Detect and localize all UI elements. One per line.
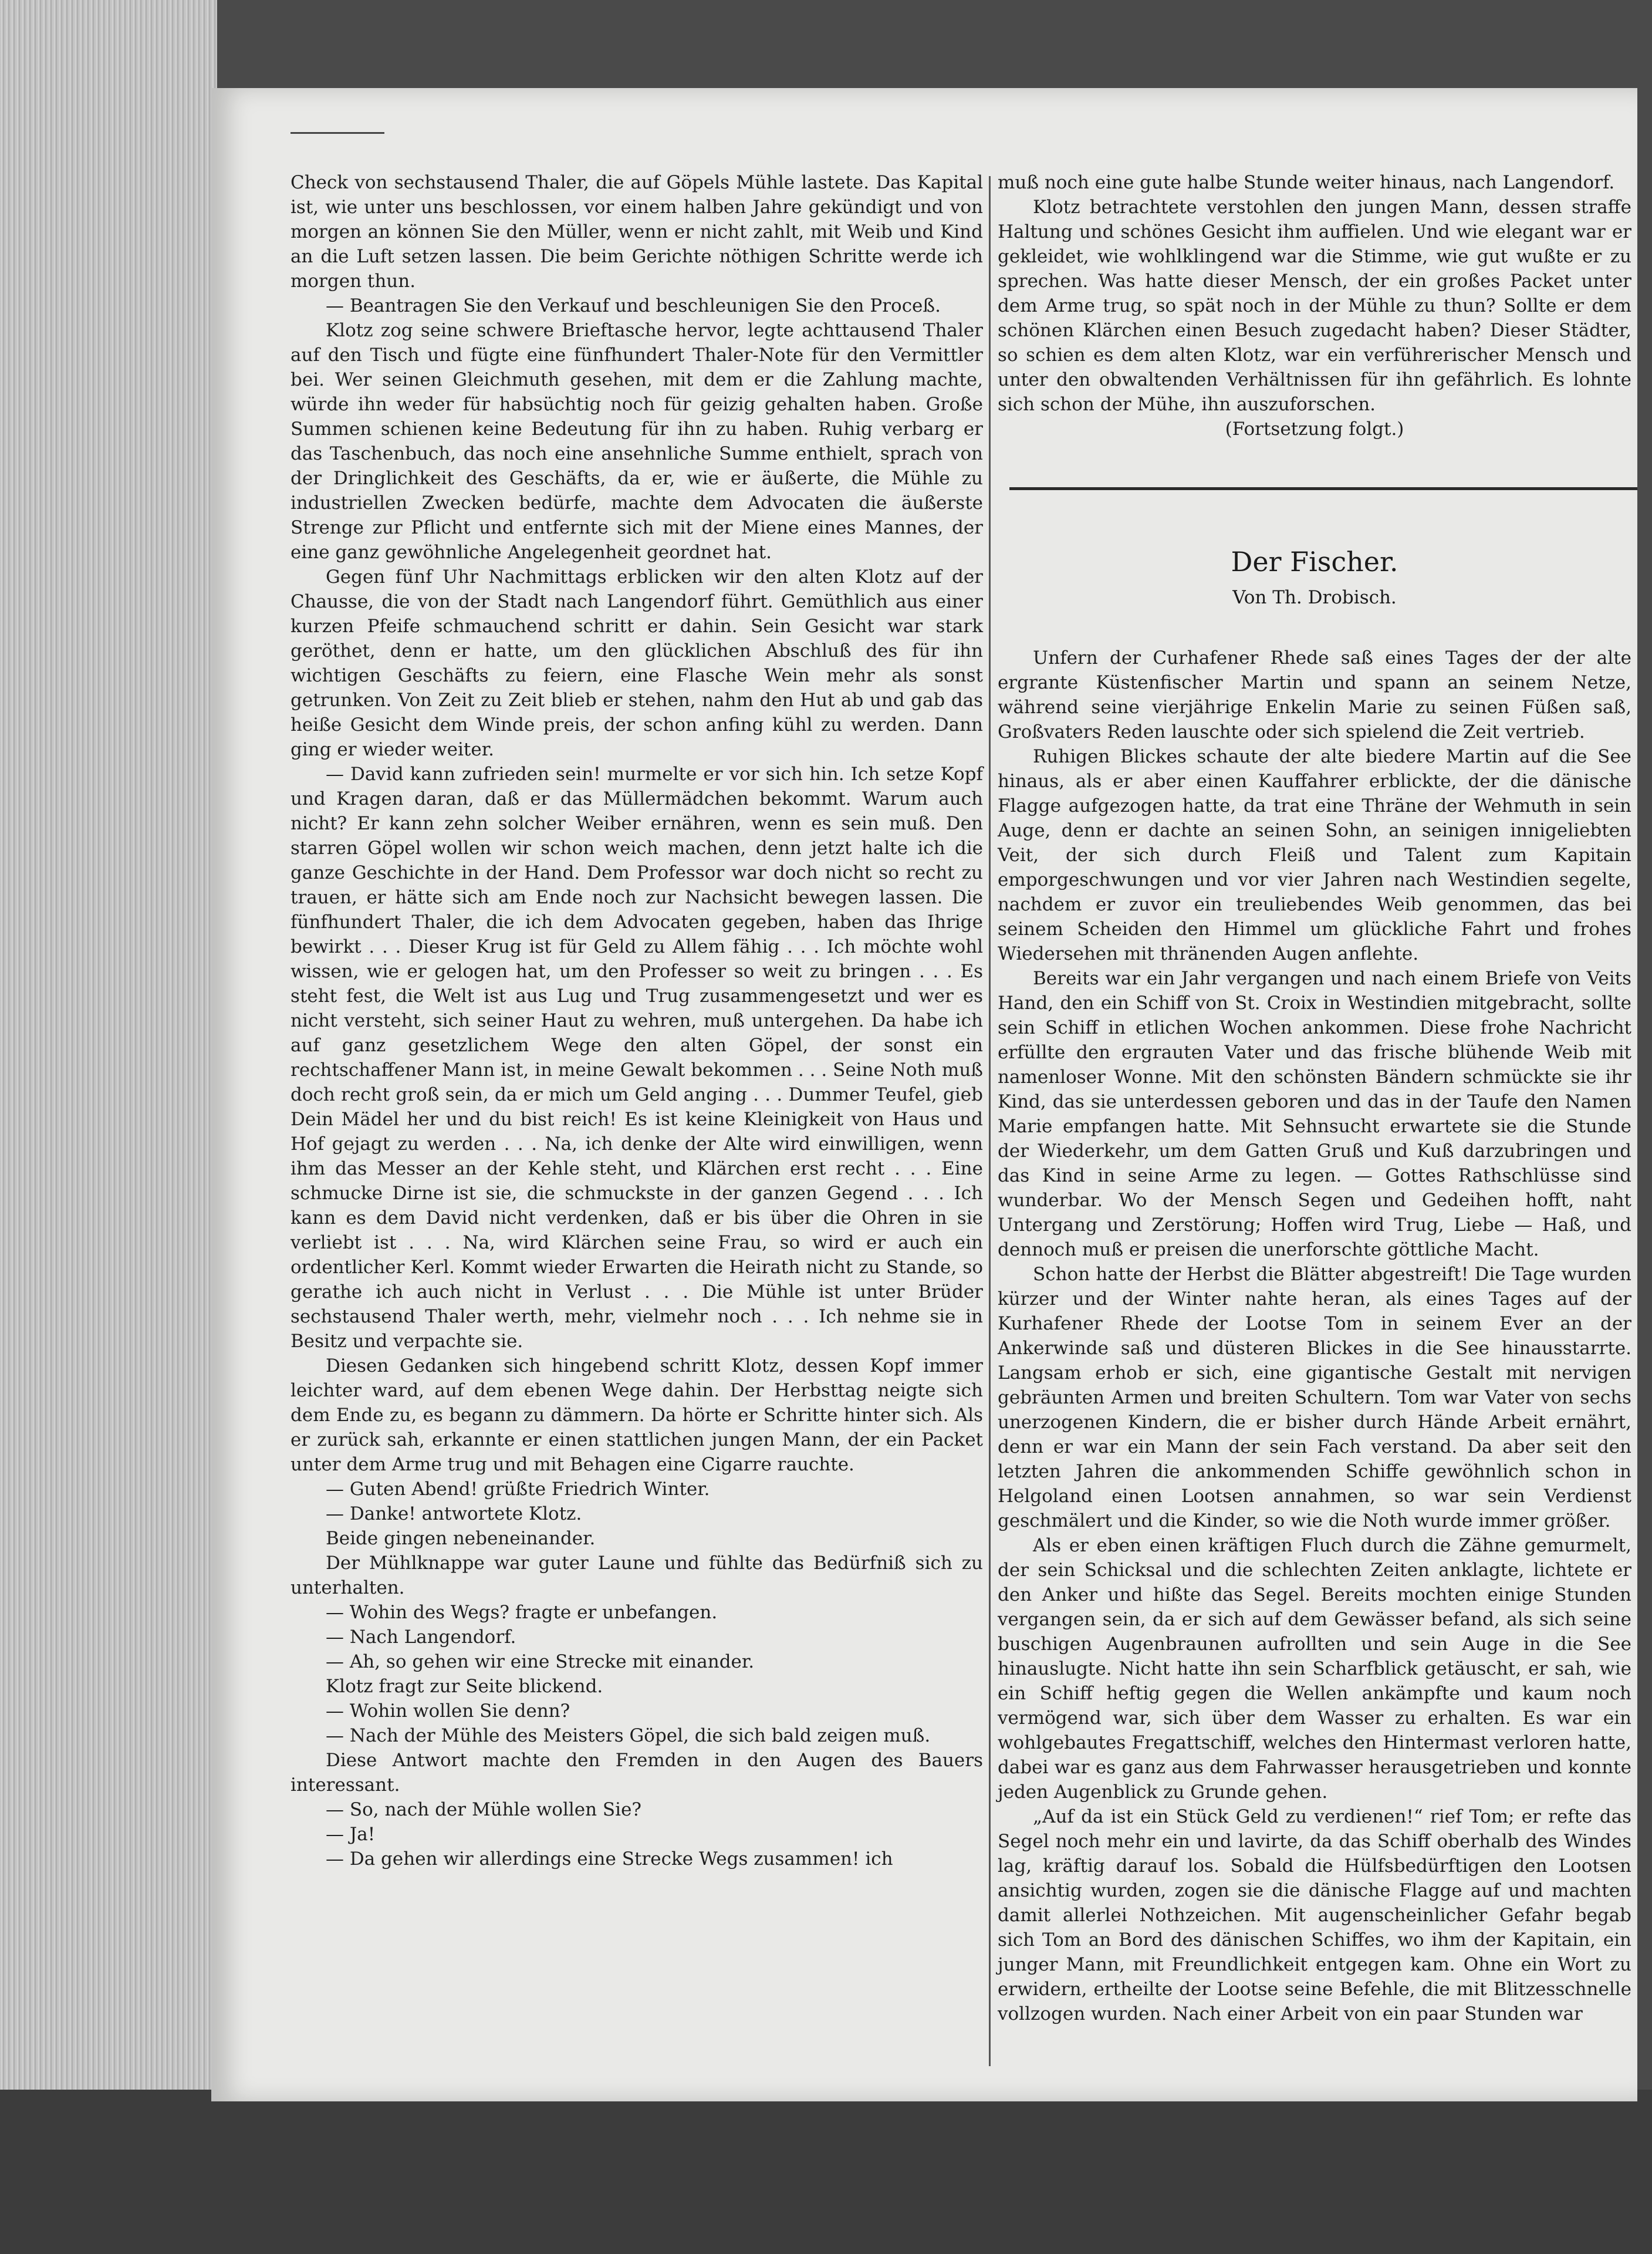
article-paragraph: Gegen fünf Uhr Nachmittags erblicken wir den alten Klotz auf der Chausse, die von der Stadt nach Langendorf führt. Gemüthlich aus einer kurzen Pfeife schmauchend schritt er dahin. Sein Gesicht war stark geröthet, denn er hatte, um den glücklichen Abschluß des für ihn wichtigen Geschäfts zu feiern, eine Flasche Wein mehr als sonst getrunken. Von Zeit zu Zeit blieb er stehen, nahm den Hut ab und gab das heiße Gesicht dem Winde preis, der schon anfing kühl zu werden. Dann ging er wieder weiter. [290,566,983,760]
book-cover-bottom [0,2090,1652,2254]
left-column [290,170,983,1871]
story-paragraph: Als er eben einen kräftigen Fluch durch die Zähne gemurmelt, der sein Schicksal und die schlechten Zeiten anklagte, lichtete er den Anker und hißte das Segel. Bereits mochten einige Stunden vergangen sein, da er sich auf dem Gewässer befand, als sich seine buschigen Augenbraunen aufrollten und sein Auge in die See hinauslugte. Nicht hatte ihn sein Scharfblick getäuscht, er sah, wie ein Schiff heftig gegen die Wellen ankämpfte und kaum noch vermögend war, sich über dem Wasser zu erhalten. Es war ein wohlgebautes Fregattschiff, welches den Hintermast verloren hatte, dabei war es ganz aus dem Fahrwasser herausgetrieben und konnte jeden Augenblick zu Grunde gehen. [998,1535,1631,1803]
article-paragraph: — Beantragen Sie den Verkauf und beschleunigen Sie den Proceß. [326,295,941,316]
article-paragraph: — Ah, so gehen wir eine Strecke mit einander. [326,1651,755,1672]
article-paragraph: — Da gehen wir allerdings eine Strecke Wegs zusammen! ich [326,1848,893,1870]
story-title: Der Fischer. [1231,546,1398,578]
article-paragraph: Diese Antwort machte den Fremden in den Augen des Bauers interessant. [290,1750,983,1796]
article-paragraph: — Ja! [326,1824,376,1845]
column-divider [989,176,991,2066]
article-paragraph: Beide gingen nebeneinander. [326,1528,596,1549]
article-paragraph: — David kann zufrieden sein! murmelte er vor sich hin. Ich setze Kopf und Kragen daran, daß er das Müllermädchen bekommt. Warum auch nicht? Er kann zehn solcher Weiber ernähren, wenn es sein muß. Den starren Göpel wollen wir schon weich machen, denn jetzt halte ich die ganze Geschichte in der Hand. Dem Professor war doch nicht so recht zu trauen, er hätte sich am Ende noch zur Nachsicht bewegen lassen. Die fünfhundert Thaler, die ich dem Advocaten gegeben, haben das Ihrige bewirkt . . . Dieser Krug ist für Geld zu Allem fähig . . . Ich möchte wohl wissen, wie er gelogen hat, um den Professer so weit zu bringen . . . Es steht fest, die Welt ist aus Lug und Trug zusammengesetzt und wer es nicht versteht, sich seiner Haut zu wehren, muß untergehen. Da habe ich auf ganz gesetzlichem Wege den alten Göpel, der sonst ein rechtschaffener Mann ist, in meine Gewalt bekommen . . . Seine Noth muß doch recht groß sein, da er mich um Geld anging . . . Dummer Teufel, gieb Dein Mädel her und du bist reich! Es ist keine Kleinigkeit von Haus und Hof gejagt zu werden . . . Na, ich denke der Alte wird einwilligen, wenn ihm das Messer an der Kehle steht, und Klärchen erst recht . . . Eine schmucke Dirne ist sie, die schmuckste in der ganzen Gegend . . . Ich kann es dem David nicht verdenken, daß er bis über die Ohren in sie verliebt ist . . . Na, wird Klärchen seine Frau, so wird er auch ein ordentlicher Kerl. Kommt wieder Erwarten die Heirath nicht zu Stande, so gerathe ich auch nicht in Verlust . . . Die Mühle ist unter Brüder sechstausend Thaler werth, mehr, vielmehr noch . . . Ich nehme sie in Besitz und verpachte sie. [290,764,983,1352]
article-paragraph: Der Mühlknappe war guter Laune und fühlte das Bedürfniß sich zu unterhalten. [290,1553,983,1598]
article-paragraph: — Guten Abend! grüßte Friedrich Winter. [326,1479,710,1500]
article-paragraph: Check von sechstausend Thaler, die auf Göpels Mühle lastete. Das Kapital ist, wie unter uns beschlossen, vor einem halben Jahre gekündigt und von morgen an können Sie den Müller, wenn er nicht zahlt, mit Weib und Kind an die Luft setzen lassen. Die beim Gerichte nöthigen Schritte werde ich morgen thun. [290,172,983,292]
story-paragraph: Bereits war ein Jahr vergangen und nach einem Briefe von Veits Hand, den ein Schiff von St. Croix in Westindien mitgebracht, sollte sein Schiff in etlichen Wochen ankommen. Diese frohe Nachricht erfüllte den ergrauten Vater und das frische blühende Weib mit namenloser Wonne. Mit den schönsten Bändern schmückte sie ihr Kind, das sie unterdessen geboren und das in der Taufe den Namen Marie empfangen hatte. Mit Sehnsucht erwartete sie die Stunde der Wiederkehr, um dem Gatten Gruß und Kuß darzubringen und das Kind in seine Arme zu legen. — Gottes Rathschlüsse sind wunderbar. Wo der Mensch Segen und Gedeihen hofft, naht Untergang und Zerstörung; Hoffen wird Trug, Liebe — Haß, und dennoch muß er preisen die unerforschte göttliche Macht. [998,968,1631,1260]
article-paragraph: Klotz zog seine schwere Brieftasche hervor, legte achttausend Thaler auf den Tisch und fügte eine fünfhundert Thaler-Note für den Vermittler bei. Wer seinen Gleichmuth gesehen, mit dem er die Zahlung machte, würde ihn weder für habsüchtig noch für geizig gehalten haben. Große Summen schienen keine Bedeutung für ihn zu haben. Ruhig verbarg er das Taschenbuch, das noch eine ansehnliche Summe enthielt, sprach von der Dringlichkeit des Geschäfts, da er, wie er äußerte, die Mühle zu industriellen Zwecken bedürfe, machte dem Advocaten die äußerste Strenge zur Pflicht und entfernte sich mit der Miene eines Mannes, der eine ganz gewöhnliche Angelegenheit geordnet hat. [290,320,983,563]
section-rule [1009,487,1637,490]
article-paragraph: — So, nach der Mühle wollen Sie? [326,1799,642,1820]
right-column-top [998,170,1631,441]
story-byline: Von Th. Drobisch. [1232,587,1397,608]
article-paragraph: — Nach Langendorf. [326,1627,516,1648]
right-column-story [998,646,1631,2026]
story-paragraph: „Auf da ist ein Stück Geld zu verdienen!“ rief Tom; er refte das Segel noch mehr ein und lavirte, da das Schiff oberhalb des Windes lag, kräftig darauf los. Sobald die Hülfsbedürftigen den Lootsen ansichtig wurden, zogen sie die dänische Flagge auf und machten damit allerlei Nothzeichen. Mit augenscheinlicher Gefahr begab sich Tom an Bord des dänischen Schiffes, wo ihm der Kapitain, ein junger Mann, mit Freundlichkeit entgegen kam. Ohne ein Wort zu erwidern, ertheilte der Lootse seine Befehle, die mit Blitzesschnelle vollzogen wurden. Nach einer Arbeit von ein paar Stunden war [998,1806,1631,2024]
story-paragraph: Ruhigen Blickes schaute der alte biedere Martin auf die See hinaus, als er aber einen Kauffahrer erblickte, der die dänische Flagge aufgezogen hatte, da trat eine Thräne der Wehmuth in sein Auge, denn er dachte an seinen Sohn, an seinigen innigeliebten Veit, der sich durch Fleiß und Talent zum Kapitain emporgeschwungen und vor vier Jahren nach Westindien segelte, nachdem er zuvor ein treuliebendes Weib genommen, das bei seinem Scheiden den Himmel um glückliche Fahrt und frohes Wiedersehen mit thränenden Augen anflehte. [998,746,1631,964]
top-rule [290,132,384,134]
article-paragraph: — Danke! antwortete Klotz. [326,1503,582,1524]
article-paragraph: — Nach der Mühle des Meisters Göpel, die sich bald zeigen muß. [326,1725,931,1746]
article-paragraph: Diesen Gedanken sich hingebend schritt Klotz, dessen Kopf immer leichter ward, auf dem ebenen Wege dahin. Der Herbsttag neigte sich dem Ende zu, es begann zu dämmern. Da hörte er Schritte hinter sich. Als er zurück sah, erkannte er einen stattlichen jungen Mann, der ein Packet unter dem Arme trug und mit Behagen eine Cigarre rauchte. [290,1355,983,1475]
story-paragraph: Unfern der Curhafener Rhede saß eines Tages der der alte ergrante Küstenfischer Martin und spann an seinem Netze, während seine vierjährige Enkelin Marie zu seinen Füßen saß, Großvaters Reden lauschte oder sich spielend die Zeit vertrieb. [998,647,1631,743]
article-paragraph: Klotz fragt zur Seite blickend. [326,1676,603,1697]
article-paragraph: — Wohin wollen Sie denn? [326,1700,570,1722]
article-paragraph: — Wohin des Wegs? fragte er unbefangen. [326,1602,718,1623]
article-paragraph: muß noch eine gute halbe Stunde weiter hinaus, nach Langendorf. [998,172,1615,193]
article-paragraph: Klotz betrachtete verstohlen den jungen Mann, dessen straffe Haltung und schönes Gesicht ihm auffielen. Und wie elegant war er gekleidet, wie wohlklingend war die Stimme, wie gut wußte er zu sprechen. Was hatte dieser Mensch, der ein großes Packet unter dem Arme trug, so spät noch in der Mühle zu thun? Sollte er dem schönen Klärchen einen Besuch zugedacht haben? Dieser Städter, so schien es dem alten Klotz, war ein verführerischer Mensch und unter den obwaltenden Verhältnissen für ihn gefährlich. Es lohnte sich schon der Mühe, ihn auszuforschen. [998,197,1631,415]
story-paragraph: Schon hatte der Herbst die Blätter abgestreift! Die Tage wurden kürzer und der Winter nahte heran, als eines Tages auf der Kurhafener Rhede der Lootse Tom in seinem Ever an der Ankerwinde saß und düsteren Blickes in die See hinausstarrte. Langsam erhob er sich, eine gigantische Gestalt mit nervigen gebräunten Armen und breiten Schultern. Tom war Vater von sechs unerzogenen Kindern, die er bisher durch Hände Arbeit ernährt, denn er war ein Mann der sein Fach verstand. Da aber seit den letzten Jahren die ankommenden Schiffe gewöhnlich schon in Helgoland einen Lootsen annahmen, so war sein Verdienst geschmälert und die Kinder, so wie die Noth wurde immer größer. [998,1264,1631,1531]
continuation-note: (Fortsetzung folgt.) [1225,419,1404,440]
book-page-edges [0,0,217,2254]
